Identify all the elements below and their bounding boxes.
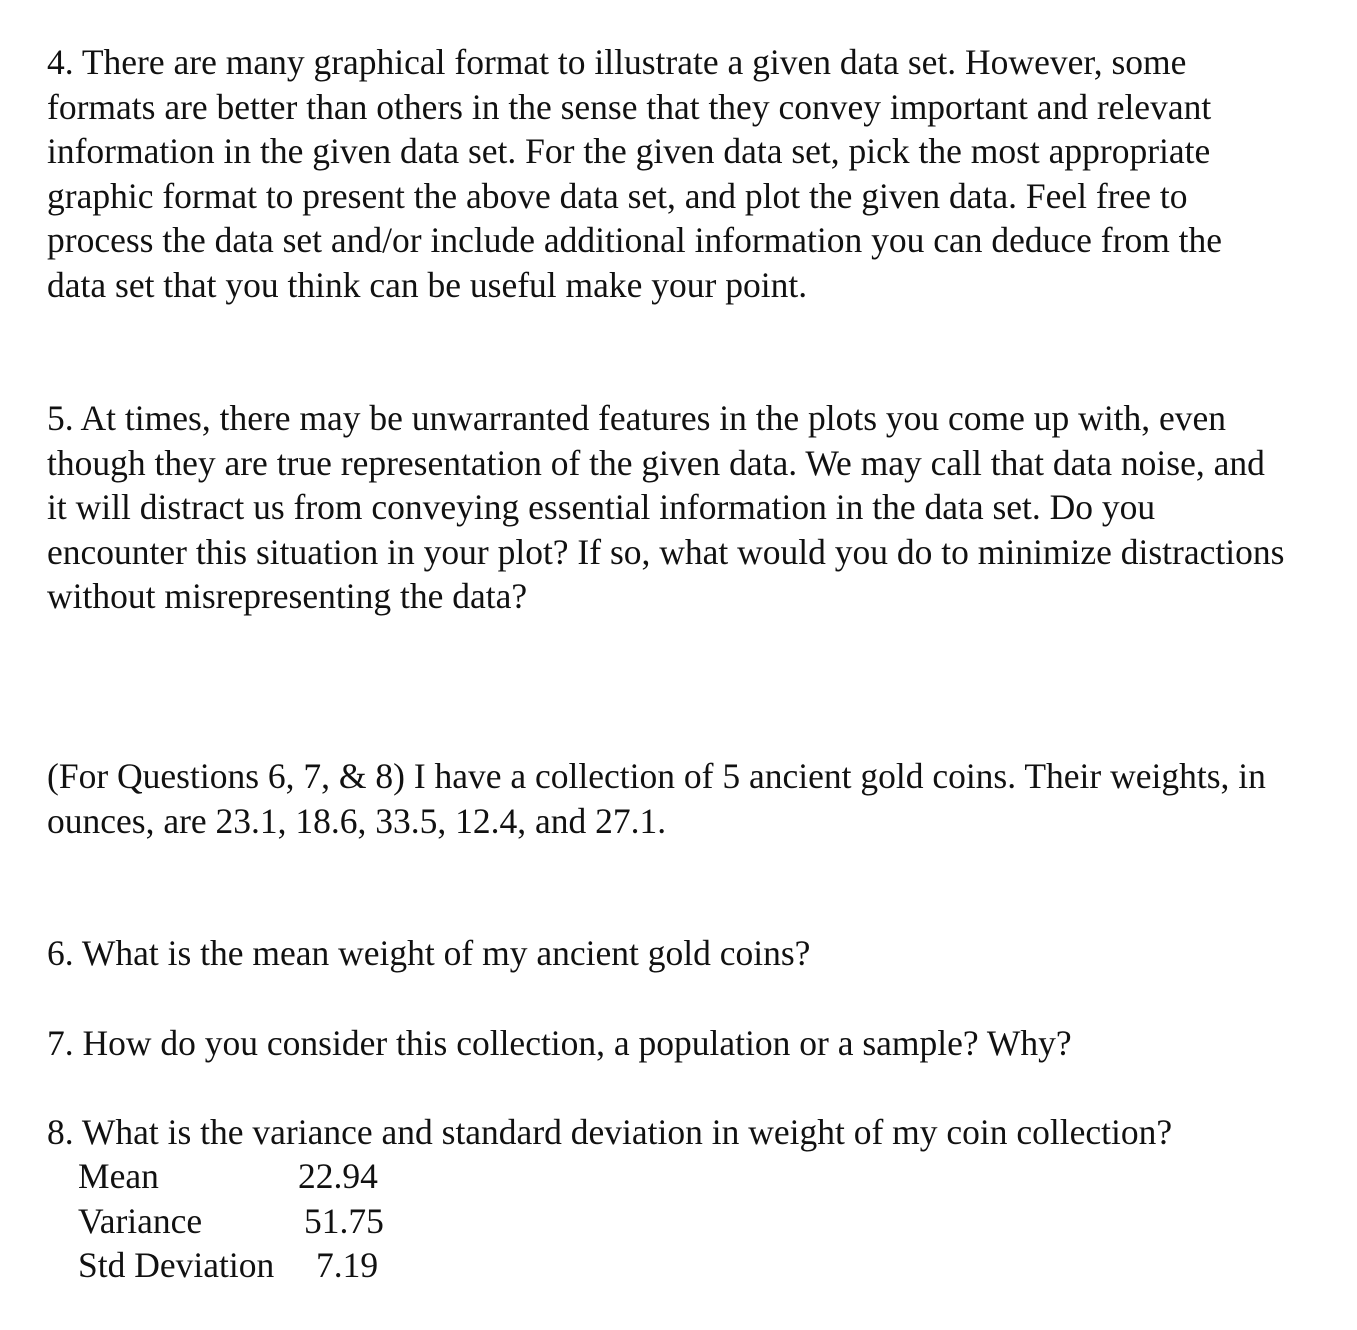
stat-label: Std Deviation xyxy=(78,1245,275,1286)
question-4 xyxy=(47,40,1347,308)
stat-value: 22.94 xyxy=(298,1156,378,1196)
question-5-line: though they are true representation of the given data. We may call that data noise, and xyxy=(47,442,1265,483)
question-7: 7. How do you consider this collection, a population or a sample? Why? xyxy=(47,1023,1072,1063)
stat-label: Mean xyxy=(78,1156,159,1196)
question-4-line: information in the given data set. For the given data set, pick the most appropriate xyxy=(47,131,1211,172)
intro-line: (For Questions 6, 7, & 8) I have a collection of 5 ancient gold coins. Their weights, in xyxy=(47,756,1266,796)
question-4-line: graphic format to present the above data set, and plot the given data. Feel free to xyxy=(47,175,1188,216)
stat-value: 7.19 xyxy=(316,1245,379,1286)
question-5-line: encounter this situation in your plot? If so, what would you do to minimize distractions xyxy=(47,531,1285,572)
question-4-line: data set that you think can be useful make your point. xyxy=(47,264,808,305)
question-4-line: process the data set and/or include additional information you can deduce from the xyxy=(47,220,1223,261)
question-6: 6. What is the mean weight of my ancient gold coins? xyxy=(47,933,811,973)
question-5 xyxy=(47,396,1347,619)
question-5-line: 5. At times, there may be unwarranted features in the plots you come up with, even xyxy=(47,398,1227,438)
question-4-line: formats are better than others in the sense that they convey important and relevant xyxy=(47,86,1212,127)
question-5-line: it will distract us from conveying essential information in the data set. Do you xyxy=(47,487,1156,528)
question-8: 8. What is the variance and standard deviation in weight of my coin collection? xyxy=(47,1112,1173,1152)
question-4-line: 4. There are many graphical format to illustrate a given data set. However, some xyxy=(47,42,1187,82)
question-5-line: without misrepresenting the data? xyxy=(47,576,528,617)
stat-value: 51.75 xyxy=(304,1200,384,1241)
intro-line: ounces, are 23.1, 18.6, 33.5, 12.4, and 27.1. xyxy=(47,800,667,841)
questions-6-8-intro xyxy=(47,754,1347,843)
stat-label: Variance xyxy=(78,1200,203,1241)
